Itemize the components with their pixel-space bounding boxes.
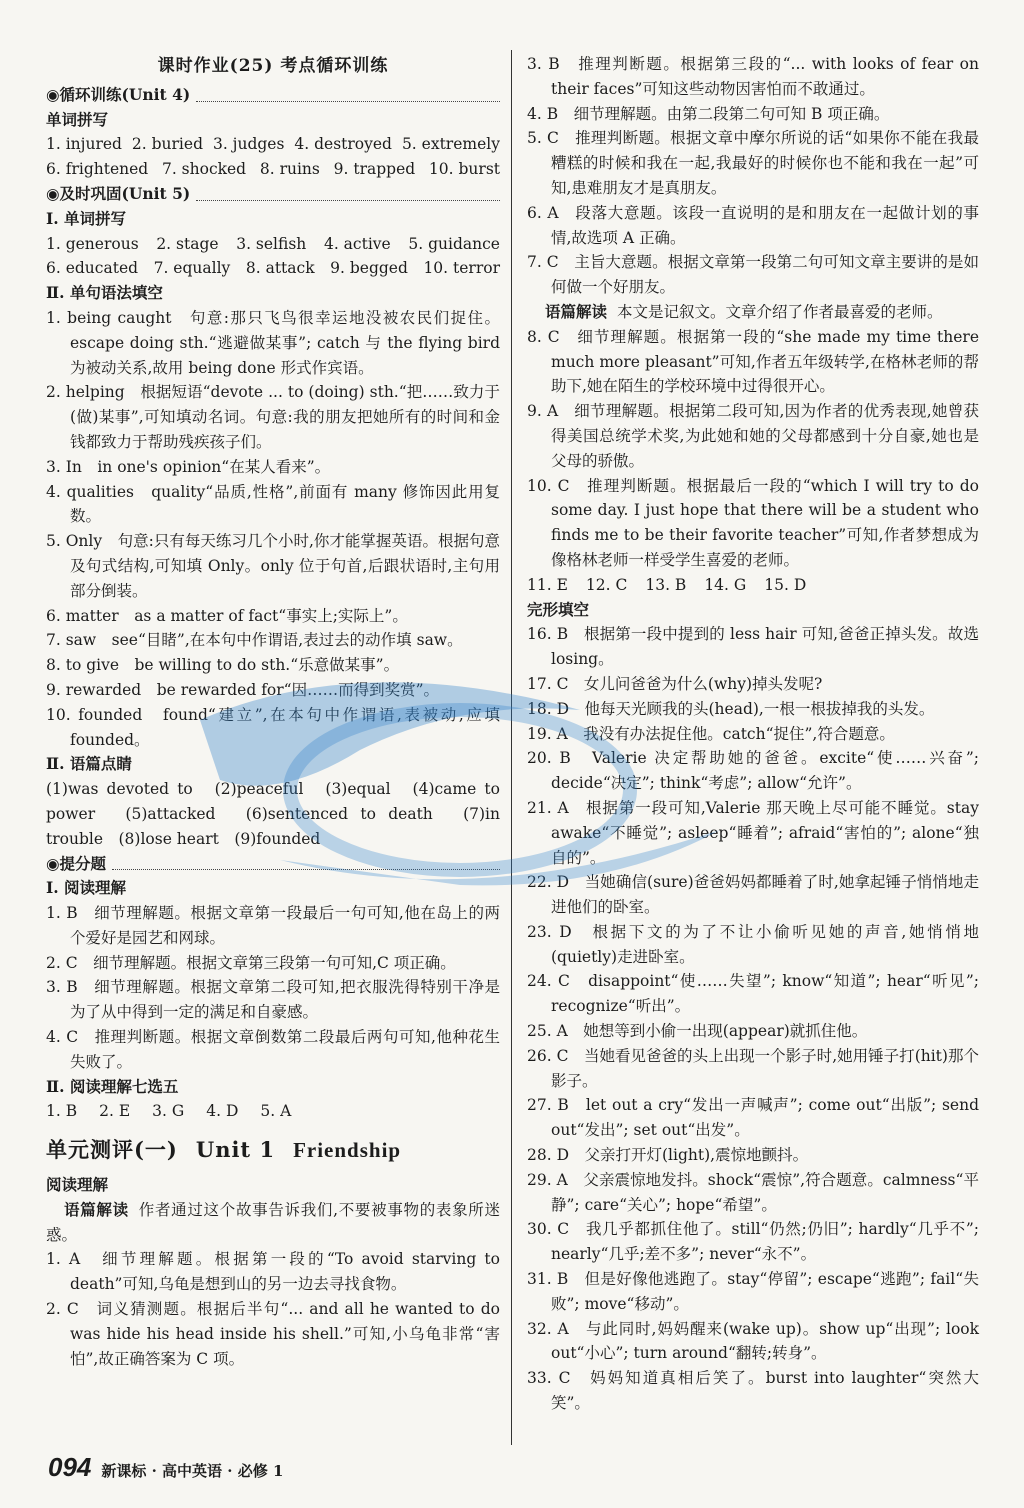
answer-item: 33. C 妈妈知道真相后笑了。burst into laughter“突然大笑”。 — [527, 1369, 979, 1413]
subsection-heading: 阅读理解 — [46, 1175, 109, 1195]
answer-item: 10. C 推理判断题。根据最后一段的“which I will try to do some day. I just hope that there will be a student who finds me to be their favorite teacher”可知,作者梦想成为像格林老师一样受学生喜爱的老师。 — [527, 476, 979, 569]
answer-item: 9. rewarded be rewarded for“因……而得到奖赏”。 — [46, 680, 440, 699]
answer-row: 1. injured 2. buried 3. judges 4. destroyed 5. extremely — [46, 135, 500, 154]
passage-analysis: 语篇解读 作者通过这个故事告诉我们,不要被事物的表象所迷惑。 — [46, 1199, 500, 1244]
answer-item: 31. B 但是好像他逃跑了。stay“停留”; escape“逃跑”; fail“失败”; move“移动”。 — [527, 1270, 979, 1313]
page-footer — [48, 1452, 283, 1483]
answer-item: 2. helping 根据短语“devote ... to (doing) sth.“把……致力于(做)某事”,可知填动名词。句意:我的朋友把她所有的时间和金钱都致力于帮助残疾孩子们。 — [46, 383, 500, 451]
answer-item: 1. A 细节理解题。根据第一段的“To avoid starving to death”可知,乌龟是想到山的另一边去寻找食物。 — [46, 1250, 500, 1294]
subsection-heading: 单词拼写 — [46, 109, 109, 129]
answer-row: 1. B 2. E 3. G 4. D 5. A — [46, 1102, 292, 1121]
subsection-heading: Ⅱ. 单句语法填空 — [46, 283, 163, 303]
answer-item: 2. C 词义猜测题。根据后半句“... and all he wanted to do was hide his head inside his shell.”可知,小乌龟非常“害怕”,故正确答案为 C 项。 — [46, 1300, 500, 1368]
section-heading: ◉提分题 — [46, 852, 500, 877]
answer-item: 17. C 女儿问爸爸为什么(why)掉头发呢? — [527, 674, 823, 693]
answer-item: 6. A 段落大意题。该段一直说明的是和朋友在一起做计划的事情,故选项 A 正确。 — [527, 203, 979, 247]
left-column — [46, 52, 500, 1371]
answer-item: (1)was devoted to (2)peaceful (3)equal (4)came to power (5)attacked (6)sentenced to death (7)in trouble (8)lose heart (9)founded — [46, 780, 500, 848]
subsection-heading: Ⅰ. 阅读理解 — [46, 878, 127, 898]
answer-item: 21. A 根据第一段可知,Valerie 那天晚上尽可能不睡觉。stay awake“不睡觉”; asleep“睡着”; afraid“害怕的”; alone“独自的”。 — [527, 798, 979, 867]
answer-item: 30. C 我几乎都抓住他了。still“仍然;仍旧”; hardly“几乎不”; nearly“几乎;差不多”; never“永不”。 — [527, 1220, 979, 1264]
answer-item: 23. D 根据下文的为了不让小偷听见她的声音,她悄悄地(quietly)走进卧室。 — [527, 922, 979, 966]
answer-item: 7. C 主旨大意题。根据文章第一段第二句可知文章主要讲的是如何做一个好朋友。 — [527, 253, 979, 297]
answer-item: 4. qualities quality“品质,性格”,前面有 many 修饰因此用复数。 — [46, 482, 500, 526]
answer-item: 9. A 细节理解题。根据第二段可知,因为作者的优秀表现,她曾获得美国总统学术奖,为此她和她的父母都感到十分自豪,她也是父母的骄傲。 — [527, 402, 979, 470]
answer-item: 32. A 与此同时,妈妈醒来(wake up)。show up“出现”; look out“小心”; turn around“翻转;转身”。 — [527, 1319, 979, 1363]
answer-item: 6. matter as a matter of fact“事实上;实际上”。 — [46, 606, 408, 625]
answer-row: 1. generous 2. stage 3. selfish 4. active 5. guidance — [46, 234, 500, 253]
page-number: 094 — [48, 1452, 92, 1482]
subsection-heading: Ⅱ. 语篇点睛 — [46, 754, 132, 774]
answer-item: 3. B 推理判断题。根据第三段的“... with looks of fear on their faces”可知这些动物因害怕而不敢通过。 — [527, 55, 979, 98]
section-heading: ◉循环训练(Unit 4) — [46, 83, 500, 108]
answer-row: 11. E 12. C 13. B 14. G 15. D — [527, 575, 807, 594]
unit-heading: 单元测评(一) Unit 1 Friendship — [46, 1137, 402, 1163]
answer-row: 6. educated 7. equally 8. attack 9. begged 10. terror — [46, 259, 500, 278]
answer-item: 28. D 父亲打开灯(light),震惊地颤抖。 — [527, 1146, 809, 1165]
answer-item: 5. Only 句意:只有每天练习几个小时,你才能掌握英语。根据句意及句式结构,可知填 Only。only 位于句首,后跟状语时,主句用部分倒装。 — [46, 532, 500, 600]
column-divider — [511, 50, 512, 1445]
subsection-heading: Ⅰ. 单词拼写 — [46, 208, 127, 228]
answer-item: 3. In in one's opinion“在某人看来”。 — [46, 457, 331, 476]
answer-item: 7. saw see“目睹”,在本句中作谓语,表过去的动作填 saw。 — [46, 631, 463, 650]
answer-item: 18. D 他每天光顾我的头(head),一根一根拔掉我的头发。 — [527, 699, 935, 718]
answer-item: 25. A 她想等到小偷一出现(appear)就抓住他。 — [527, 1022, 868, 1041]
answer-item: 26. C 当她看见爸爸的头上出现一个影子时,她用锤子打(hit)那个影子。 — [527, 1046, 979, 1090]
answer-item: 19. A 我没有办法捉住他。catch“捉住”,符合题意。 — [527, 724, 895, 743]
passage-analysis: 语篇解读 本文是记叙文。文章介绍了作者最喜爱的老师。 — [545, 301, 943, 321]
answer-item: 4. B 细节理解题。由第二段第二句可知 B 项正确。 — [527, 104, 890, 123]
right-column — [527, 52, 979, 1416]
section-heading: ◉及时巩固(Unit 5) — [46, 182, 500, 207]
subsection-heading: Ⅱ. 阅读理解七选五 — [46, 1076, 179, 1096]
answer-item: 20. B Valerie 决定帮助她的爸爸。excite“使……兴奋”; decide“决定”; think“考虑”; allow“允许”。 — [527, 749, 979, 793]
answer-item: 16. B 根据第一段中提到的 less hair 可知,爸爸正掉头发。故选 losing。 — [527, 625, 979, 669]
answer-item: 4. C 推理判断题。根据文章倒数第二段最后两句可知,他种花生失败了。 — [46, 1028, 500, 1071]
answer-item: 10. founded found“建立”,在本句中作谓语,表被动,应填 founded。 — [46, 705, 500, 749]
answer-item: 2. C 细节理解题。根据文章第三段第一句可知,C 项正确。 — [46, 953, 456, 972]
subsection-heading: 完形填空 — [527, 599, 590, 619]
answer-item: 27. B let out a cry“发出一声喊声”; come out“出版”; send out“发出”; set out“出发”。 — [527, 1096, 979, 1140]
answer-item: 3. B 细节理解题。根据文章第二段可知,把衣服洗得特别干净是为了从中得到一定的满足和自豪感。 — [46, 978, 500, 1022]
answer-item: 29. A 父亲震惊地发抖。shock“震惊”,符合题意。calmness“平静”; care“关心”; hope“希望”。 — [527, 1170, 979, 1214]
page-title: 课时作业(25) 考点循环训练 — [157, 56, 389, 76]
answer-item: 1. B 细节理解题。根据文章第一段最后一句可知,他在岛上的两个爱好是园艺和网球。 — [46, 904, 500, 947]
answer-row: 6. frightened 7. shocked 8. ruins 9. trapped 10. burst — [46, 160, 500, 179]
answer-item: 24. C disappoint“使……失望”; know“知道”; hear“听见”; recognize“听出”。 — [527, 972, 979, 1016]
answer-item: 8. C 细节理解题。根据第一段的“she made my time there much more pleasant”可知,作者五年级转学,在格林老师的帮助下,她在陌生的学校环境中过得很开心。 — [527, 327, 979, 396]
answer-item: 22. D 当她确信(sure)爸爸妈妈都睡着了时,她拿起锤子悄悄地走进他们的卧室。 — [527, 873, 979, 917]
footer-text: 新课标 · 高中英语 · 必修 1 — [101, 1462, 284, 1480]
answer-item: 5. C 推理判断题。根据文章中摩尔所说的话“如果你不能在我最糟糕的时候和我在一起,我最好的时候你也不能和我在一起”可知,患难朋友才是真朋友。 — [527, 129, 979, 197]
answer-item: 1. being caught 句意:那只飞鸟很幸运地没被农民们捉住。escape doing sth.“逃避做某事”; catch 与 the flying bird 为被动关系,故用 being done 形式作宾语。 — [46, 308, 500, 377]
answer-item: 8. to give be willing to do sth.“乐意做某事”。 — [46, 656, 400, 675]
